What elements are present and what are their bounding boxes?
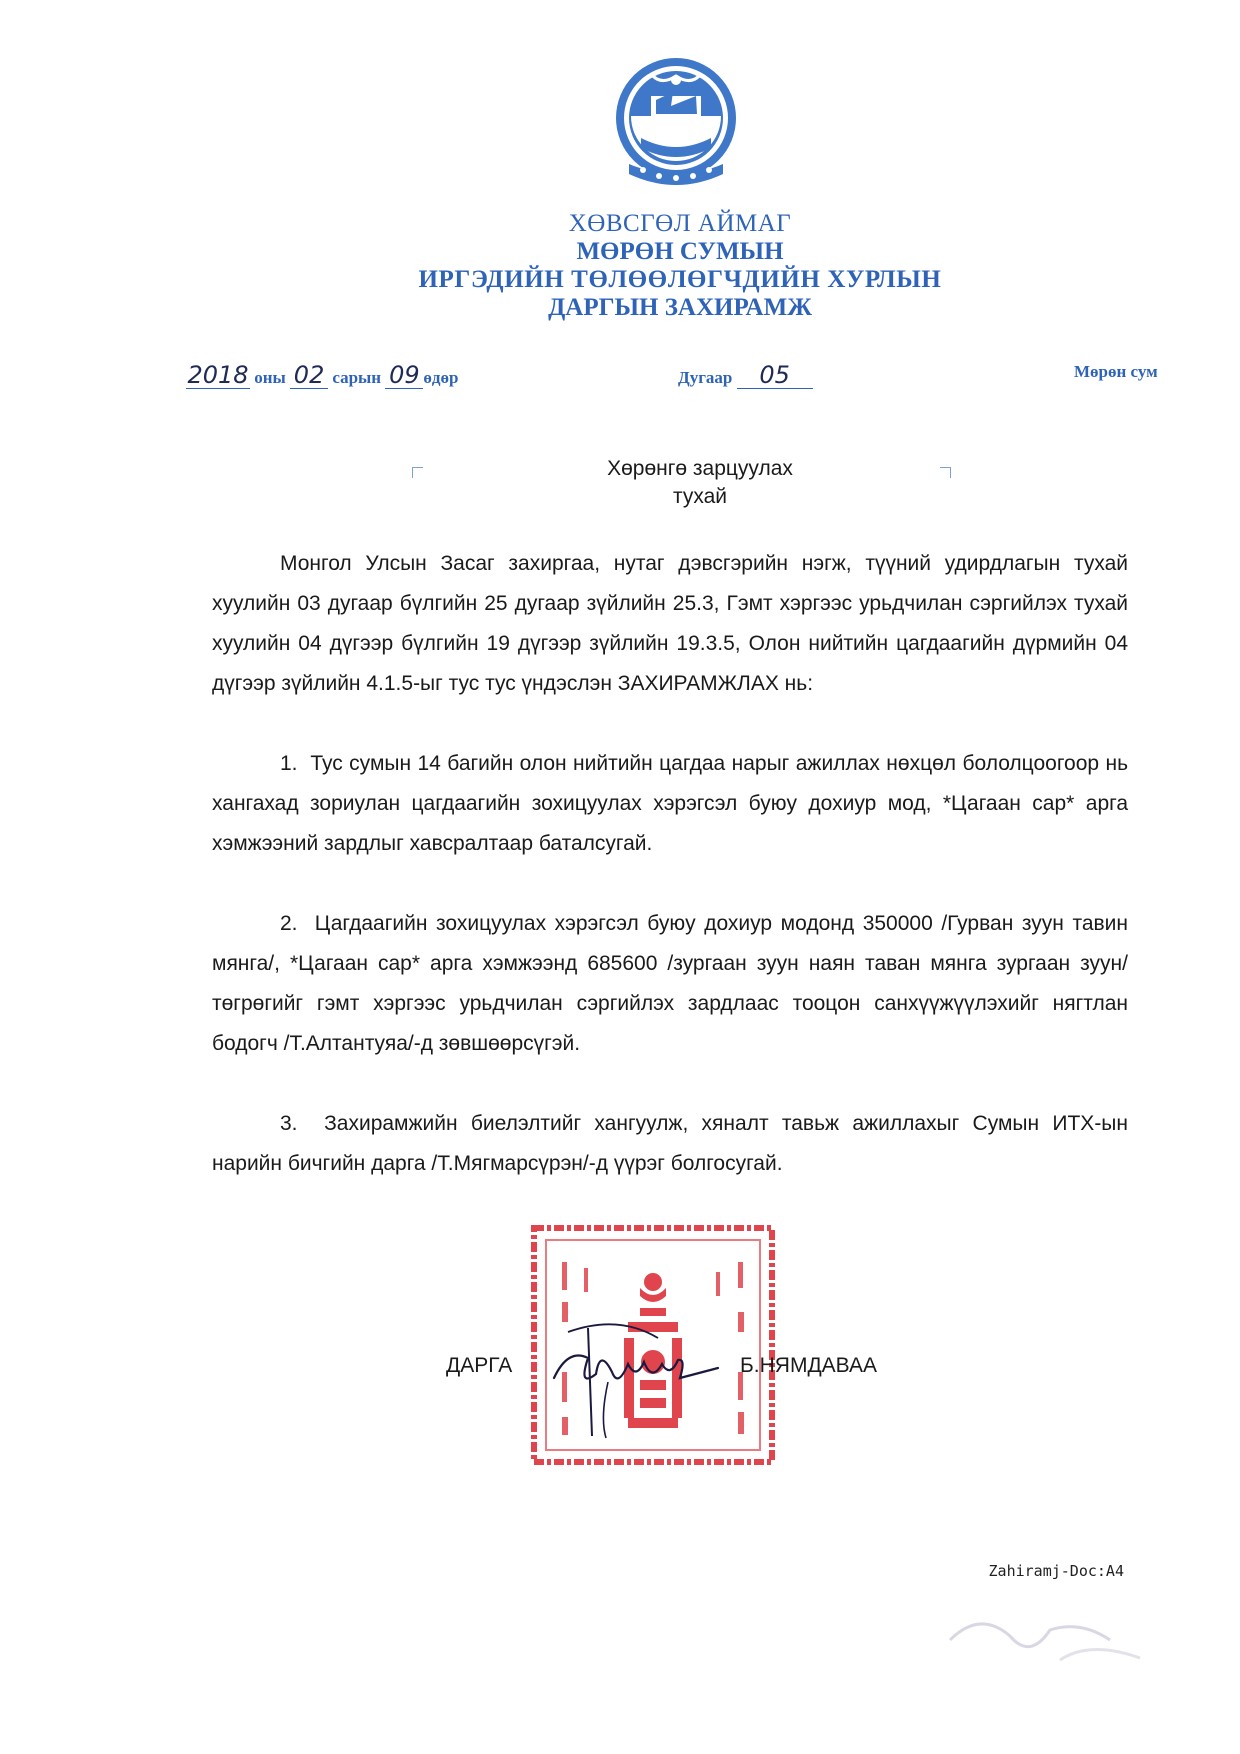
order-item-2: [212, 904, 1128, 1064]
subject-line-2: тухай: [672, 485, 728, 508]
faint-background-mark: [940, 1600, 1160, 1680]
date-year-label: оны: [254, 368, 286, 387]
order-item-number: 2.: [280, 912, 298, 935]
number-label: Дугаар: [678, 368, 733, 387]
subject-corner-left: [412, 467, 423, 478]
document-number: [678, 362, 813, 396]
date-month-label: сарын: [332, 368, 382, 387]
document-header: [300, 210, 1060, 322]
date-day-label: өдөр: [423, 368, 459, 387]
council-title: ИРГЭДИЙН ТӨЛӨӨЛӨГЧДИЙН ХУРЛЫН: [418, 266, 942, 293]
place-name: Мөрөн сум: [1074, 362, 1158, 381]
date-year: 2018: [187, 361, 249, 389]
subject: [470, 455, 930, 511]
order-item-3: [212, 1104, 1128, 1184]
order-item-number: 3.: [280, 1112, 298, 1135]
preamble-paragraph: Монгол Улсын Засаг захиргаа, нутаг дэвсгэрийн нэгж, түүний удирдлагын тухай хуулийн 03 дугаар бүлгийн 25 дугаар зүйлийн 25.3, Гэмт хэргээс урьдчилан сэргийлэх тухай хуулийн 04 дүгээр бүлгийн 19 дүгээр зүйлийн 19.3.5, Олон нийтийн цагдаагийн дүрмийн 04 дүгээр зүйлийн 4.1.5-ыг тус тус үндэслэн ЗАХИРАМЖЛАХ нь:: [212, 552, 1128, 695]
subject-corner-right: [940, 467, 951, 478]
order-item-number: 1.: [280, 752, 298, 775]
document-body: [212, 544, 1128, 1184]
subject-line-1: Хөрөнгө зарцуулах: [607, 457, 793, 480]
date-day: 09: [385, 362, 423, 389]
aimag-title: ХӨВСГӨЛ АЙМАГ: [568, 210, 792, 237]
order-item-text: Цагдаагийн зохицуулах хэрэгсэл буюу дохиур модонд 350000 /Гурван зуун тавин мянга/, *Цагаан сар* арга хэмжээнд 685600 /зургаан зуун наян таван мянга зургаан зуун/ төгрөгийг гэмт хэргээс урьдчилан сэргийлэх зардлаас тооцон санхүүжүүлэхийг нягтлан бодогч /Т.Алтантуяа/-д зөвшөөрсүгэй.: [212, 912, 1129, 1055]
signer-title: ДАРГА: [446, 1354, 513, 1377]
order-item-1: [212, 744, 1128, 864]
number-value: 05: [737, 362, 813, 389]
document-code: Zahiramj-Doc:A4: [988, 1562, 1124, 1580]
date-month: 02: [290, 362, 328, 389]
document-type-title: ДАРГЫН ЗАХИРАМЖ: [548, 294, 812, 321]
date-line: [186, 362, 458, 396]
mongolian-state-emblem-icon: [611, 56, 741, 196]
handwritten-signature: [548, 1318, 724, 1442]
sum-title: МӨРӨН СУМЫН: [576, 238, 784, 265]
order-item-text: Тус сумын 14 багийн олон нийтийн цагдаа нарыг ажиллах нөхцөл бололцоогоор нь хангахад зориулан цагдаагийн зохицуулах хэрэгсэл буюу дохиур мод, *Цагаан сар* арга хэмжээний зардлыг хавсралтаар баталсугай.: [212, 752, 1129, 855]
order-item-text: Захирамжийн биелэлтийг хангуулж, хяналт тавьж ажиллахыг Сумын ИТХ-ын нарийн бичгийн дарга /Т.Мягмарсүрэн/-д үүрэг болгосугай.: [212, 1112, 1128, 1175]
signer-name: Б.НЯМДАВАА: [740, 1354, 877, 1377]
